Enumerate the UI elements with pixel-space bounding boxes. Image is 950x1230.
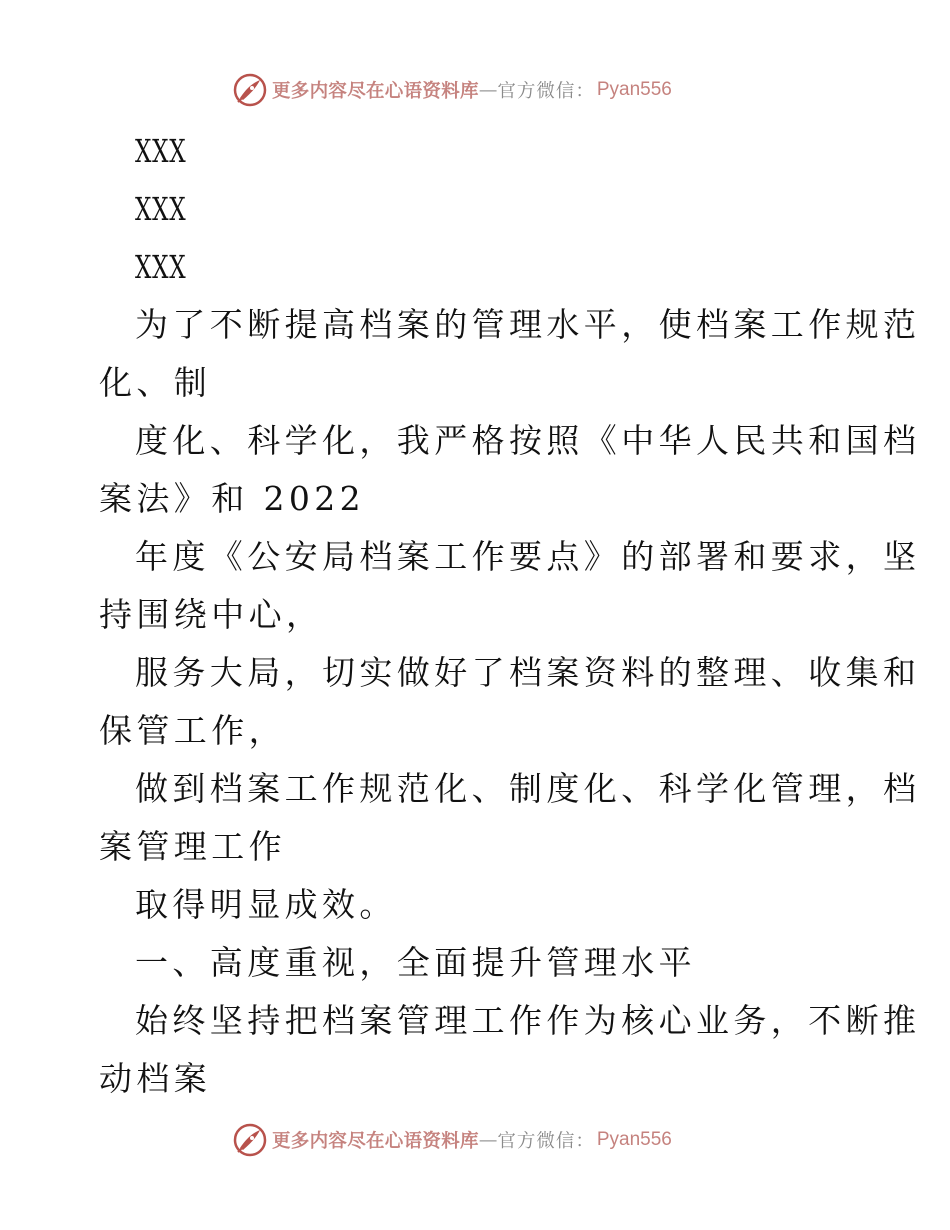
watermark-text: 更多内容尽在心语资料库	[272, 81, 479, 102]
doc-line: 动档案	[99, 1059, 212, 1098]
doc-line: 始终坚持把档案管理工作作为核心业务，不断推	[135, 1001, 921, 1040]
doc-line: XXX	[135, 132, 187, 170]
doc-line: XXX	[135, 190, 187, 228]
watermark-wechat-label: 官方微信：	[497, 81, 595, 102]
doc-line: 案管理工作	[99, 827, 286, 866]
footer-watermark	[232, 1120, 672, 1160]
doc-line: 服务大局，切实做好了档案资料的整理、收集和	[135, 653, 921, 692]
watermark-wechat-label: 官方微信：	[497, 1131, 595, 1152]
doc-section-heading: 一、高度重视，全面提升管理水平	[135, 943, 696, 982]
watermark-text: 更多内容尽在心语资料库	[272, 1131, 479, 1152]
doc-line: 做到档案工作规范化、制度化、科学化管理，档	[135, 769, 921, 808]
doc-line: 为了不断提高档案的管理水平，使档案工作规范	[135, 305, 921, 344]
doc-line: 案法》和 2022	[99, 479, 366, 518]
doc-line: 度化、科学化，我严格按照《中华人民共和国档	[135, 421, 921, 460]
header-watermark	[232, 70, 672, 110]
watermark-wechat-id: Pyan556	[596, 79, 672, 100]
pen-nib-logo-icon	[232, 72, 268, 108]
doc-line: 年度《公安局档案工作要点》的部署和要求，坚	[135, 537, 921, 576]
doc-line: 取得明显成效。	[135, 885, 397, 924]
doc-line: XXX	[135, 248, 187, 286]
doc-line: 持围绕中心，	[99, 595, 324, 634]
watermark-separator: —	[478, 79, 498, 101]
doc-line: 化、制	[99, 363, 212, 402]
doc-line: 保管工作，	[99, 711, 286, 750]
watermark-separator: —	[478, 1129, 498, 1151]
pen-nib-logo-icon	[232, 1122, 268, 1158]
watermark-wechat-id: Pyan556	[596, 1129, 672, 1150]
